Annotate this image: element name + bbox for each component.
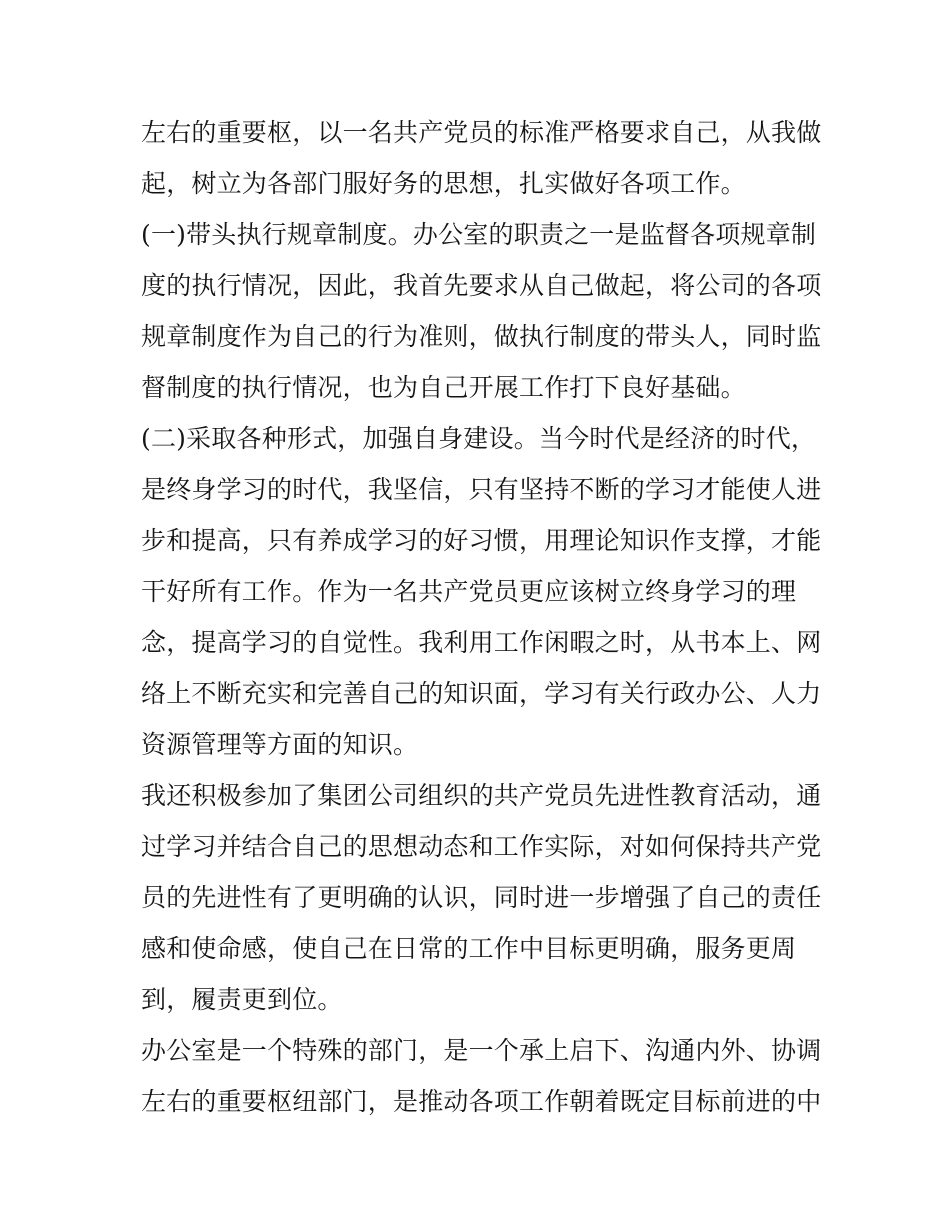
text-line-10: 干好所有工作。作为一名共产党员更应该树立终身学习的理 <box>141 577 797 606</box>
text-line-8: 是终身学习的时代，我坚信，只有坚持不断的学习才能使人进 <box>141 475 822 504</box>
text-line-16: 员的先进性有了更明确的认识，同时进一步增强了自己的责任 <box>141 883 822 912</box>
document-body <box>141 107 822 1127</box>
text-line-6: 督制度的执行情况，也为自己开展工作打下良好基础。 <box>141 373 746 402</box>
text-line-20: 左右的重要枢纽部门，是推动各项工作朝着既定目标前进的中 <box>141 1087 822 1116</box>
text-line-17: 感和使命感，使自己在日常的工作中目标更明确，服务更周 <box>141 934 797 963</box>
text-line-18: 到，履责更到位。 <box>141 985 343 1014</box>
text-line-13: 资源管理等方面的知识。 <box>141 730 419 759</box>
text-line-1: 左右的重要枢，以一名共产党员的标准严格要求自己，从我做 <box>141 118 822 147</box>
text-line-12: 络上不断充实和完善自己的知识面，学习有关行政办公、人力 <box>141 679 822 708</box>
text-line-14: 我还积极参加了集团公司组织的共产党员先进性教育活动，通 <box>141 781 822 810</box>
text-line-3: (一)带头执行规章制度。办公室的职责之一是监督各项规章制 <box>141 220 817 249</box>
text-line-2: 起，树立为各部门服好务的思想，扎实做好各项工作。 <box>141 169 746 198</box>
text-line-5: 规章制度作为自己的行为准则，做执行制度的带头人，同时监 <box>141 322 822 351</box>
text-line-11: 念，提高学习的自觉性。我利用工作闲暇之时，从书本上、网 <box>141 628 822 657</box>
text-line-15: 过学习并结合自己的思想动态和工作实际，对如何保持共产党 <box>141 832 822 861</box>
text-line-7: (二)采取各种形式，加强自身建设。当今时代是经济的时代， <box>141 424 817 453</box>
text-line-9: 步和提高，只有养成学习的好习惯，用理论知识作支撑，才能 <box>141 526 822 555</box>
text-line-19: 办公室是一个特殊的部门，是一个承上启下、沟通内外、协调 <box>141 1036 822 1065</box>
text-line-4: 度的执行情况，因此，我首先要求从自己做起，将公司的各项 <box>141 271 822 300</box>
